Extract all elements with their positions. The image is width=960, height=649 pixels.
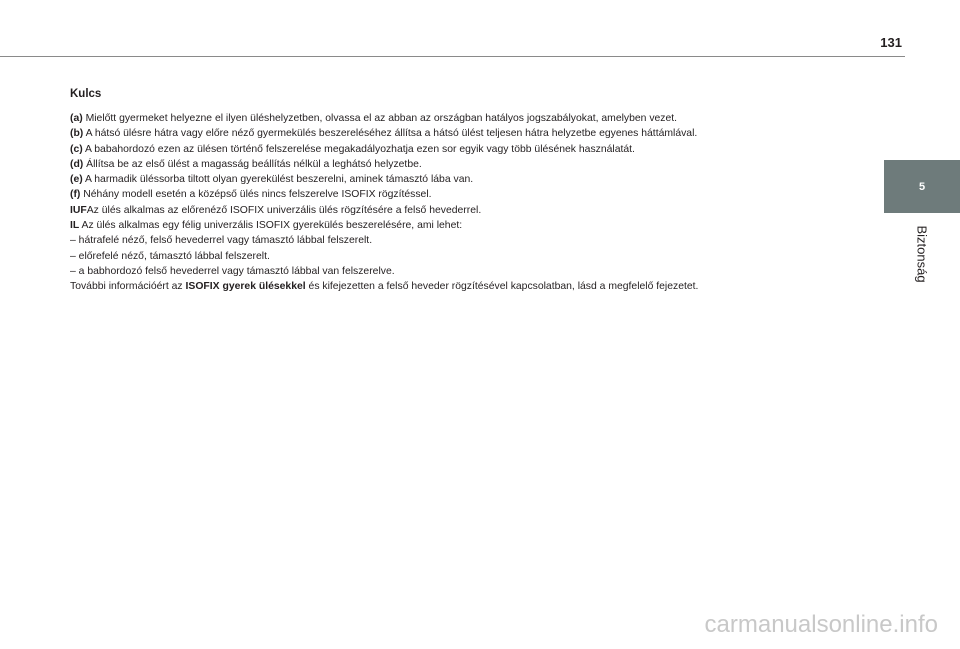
more-info-before: További információért az bbox=[70, 281, 186, 293]
key-line-c bbox=[70, 142, 870, 157]
watermark: carmanualsonline.info bbox=[704, 611, 938, 638]
key-line-f bbox=[70, 187, 870, 202]
key-prefix: (b) bbox=[70, 128, 84, 140]
header-divider bbox=[0, 56, 905, 57]
list-item bbox=[70, 249, 870, 264]
key-text: Néhány modell esetén a középső ülés nincs felszerelve ISOFIX rögzítéssel. bbox=[80, 189, 432, 201]
key-prefix: (a) bbox=[70, 113, 83, 124]
chapter-title: Biztonság bbox=[914, 225, 930, 283]
key-prefix: (e) bbox=[70, 174, 83, 186]
key-text: A hátsó ülésre hátra vagy előre néző gyermekülés beszereléséhez állítsa a hátsó ülést teljesen hátra helyzetbe egyenes háttámlával. bbox=[83, 128, 698, 140]
more-info-line bbox=[70, 279, 870, 294]
key-text: Az ülés alkalmas egy félig univerzális ISOFIX gyerekülés beszerelésére, ami lehet: bbox=[79, 220, 463, 232]
key-line-iuf bbox=[70, 203, 870, 218]
list-item bbox=[70, 233, 870, 248]
section-heading: Kulcs bbox=[70, 88, 102, 100]
key-text: A harmadik üléssorba tiltott olyan gyerekülést beszerelni, aminek támasztó lába van. bbox=[82, 174, 474, 186]
key-line-b bbox=[70, 126, 870, 141]
key-text: A babahordozó ezen az ülésen történő felszerelése megakadályozhatja ezen sor egyik vagy több ülésének használatát. bbox=[82, 143, 635, 155]
key-text: Az ülés alkalmas az előrenéző ISOFIX univerzális ülés rögzítésére a felső hevederrel. bbox=[86, 204, 482, 216]
list-item-text: – a babhordozó felső hevederrel vagy támasztó lábbal van felszerelve. bbox=[70, 265, 395, 277]
key-line-e bbox=[70, 172, 870, 187]
key-prefix: (c) bbox=[70, 143, 83, 155]
chapter-tab[interactable] bbox=[884, 160, 960, 213]
isofix-reference-link[interactable]: ISOFIX gyerek ülésekkel bbox=[185, 281, 306, 293]
list-item-text: – előrefelé néző, támasztó lábbal felszerelt. bbox=[70, 250, 270, 262]
key-line-d bbox=[70, 157, 870, 172]
key-line-il bbox=[70, 218, 870, 233]
key-prefix: (d) bbox=[70, 158, 84, 170]
list-item-text: – hátrafelé néző, felső hevederrel vagy támasztó lábbal felszerelt. bbox=[70, 235, 373, 247]
key-prefix: IUF bbox=[70, 204, 87, 216]
more-info-after: és kifejezetten a felső heveder rögzítésével kapcsolatban, lásd a megfelelő fejezetet. bbox=[305, 281, 699, 293]
key-prefix: (f) bbox=[70, 189, 81, 201]
key-prefix: IL bbox=[70, 220, 80, 232]
list-item bbox=[70, 264, 870, 279]
key-text: Mielőtt gyermeket helyezne el ilyen üléshelyzetben, olvassa el az abban az országban hatályos jogszabályokat, amelyben vezet. bbox=[82, 113, 678, 124]
page-number: 131 bbox=[880, 35, 902, 50]
key-text: Állítsa be az első ülést a magasság beállítás nélkül a leghátsó helyzetbe. bbox=[83, 158, 422, 170]
chapter-tab-number: 5 bbox=[918, 180, 926, 193]
key-section bbox=[70, 88, 870, 295]
key-line-a bbox=[70, 111, 870, 126]
